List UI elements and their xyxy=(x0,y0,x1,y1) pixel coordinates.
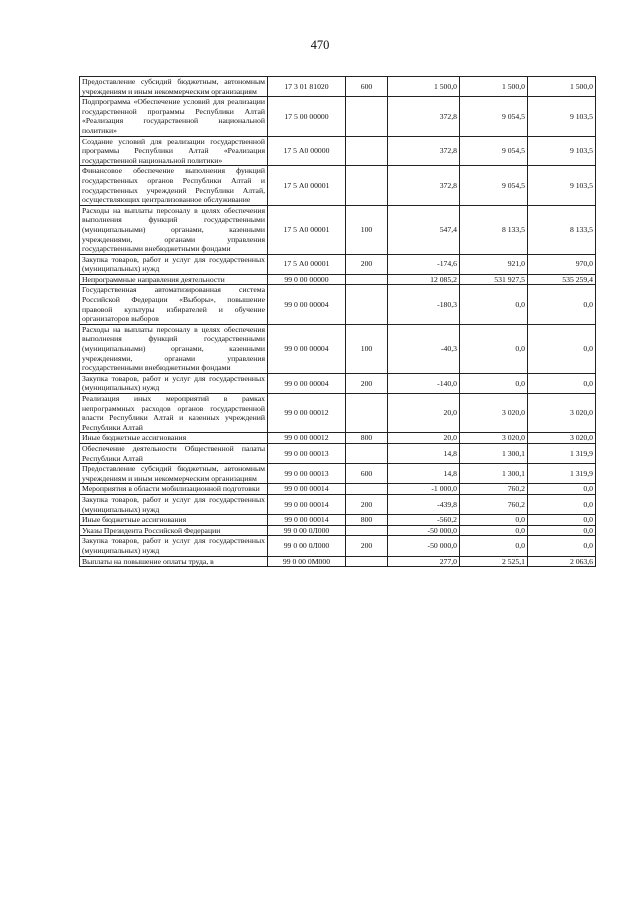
expense-type-cell xyxy=(346,556,388,567)
amount-cell-2: 1 300,1 xyxy=(460,464,528,484)
amount-cell-2: 1 500,0 xyxy=(460,77,528,97)
row-name-cell: Выплаты на повышение оплаты труда, в xyxy=(80,556,268,567)
expense-type-cell xyxy=(346,394,388,433)
expense-type-cell: 800 xyxy=(346,515,388,526)
amount-cell-1: -1 000,0 xyxy=(388,484,460,495)
expense-type-cell: 200 xyxy=(346,536,388,556)
row-name-cell: Расходы на выплаты персоналу в целях обеспечения выполнения функций государственными (муниципальными) органами, казенными учреждениями, органами управления государственными внебюджетными фондами xyxy=(80,324,268,373)
row-name-cell: Государственная автоматизированная система Российской Федерации «Выборы», повышение правовой культуры избирателей и обучение организаторов выборов xyxy=(80,285,268,324)
amount-cell-1: 20,0 xyxy=(388,433,460,444)
amount-cell-3: 0,0 xyxy=(528,494,596,514)
amount-cell-3: 3 020,0 xyxy=(528,433,596,444)
expense-type-cell xyxy=(346,484,388,495)
amount-cell-1: 277,0 xyxy=(388,556,460,567)
amount-cell-3: 0,0 xyxy=(528,285,596,324)
amount-cell-3: 535 259,4 xyxy=(528,274,596,285)
target-code-cell: 17 3 01 81020 xyxy=(268,77,346,97)
amount-cell-2: 0,0 xyxy=(460,536,528,556)
amount-cell-1: -140,0 xyxy=(388,373,460,393)
amount-cell-2: 9 054,5 xyxy=(460,166,528,205)
amount-cell-2: 760,2 xyxy=(460,494,528,514)
target-code-cell: 99 0 00 0Л000 xyxy=(268,525,346,536)
table-row xyxy=(80,556,596,567)
target-code-cell: 99 0 00 00004 xyxy=(268,373,346,393)
target-code-cell: 17 5 А0 00001 xyxy=(268,166,346,205)
expense-type-cell: 200 xyxy=(346,494,388,514)
row-name-cell: Закупка товаров, работ и услуг для государственных (муниципальных) нужд xyxy=(80,373,268,393)
amount-cell-2: 531 927,5 xyxy=(460,274,528,285)
target-code-cell: 99 0 00 00013 xyxy=(268,443,346,463)
budget-table-body xyxy=(80,77,596,567)
table-row xyxy=(80,433,596,444)
expense-type-cell xyxy=(346,136,388,166)
table-row xyxy=(80,464,596,484)
table-row xyxy=(80,515,596,526)
table-row xyxy=(80,484,596,495)
row-name-cell: Иные бюджетные ассигнования xyxy=(80,433,268,444)
expense-type-cell xyxy=(346,166,388,205)
expense-type-cell xyxy=(346,285,388,324)
amount-cell-3: 970,0 xyxy=(528,254,596,274)
amount-cell-1: -560,2 xyxy=(388,515,460,526)
target-code-cell: 99 0 00 00012 xyxy=(268,394,346,433)
table-row xyxy=(80,136,596,166)
row-name-cell: Обеспечение деятельности Общественной палаты Республики Алтай xyxy=(80,443,268,463)
table-row xyxy=(80,254,596,274)
amount-cell-2: 3 020,0 xyxy=(460,394,528,433)
table-row xyxy=(80,443,596,463)
amount-cell-3: 1 500,0 xyxy=(528,77,596,97)
row-name-cell: Предоставление субсидий бюджетным, автономным учреждениям и иным некоммерческим организациям xyxy=(80,464,268,484)
table-row xyxy=(80,285,596,324)
target-code-cell: 99 0 00 0Л000 xyxy=(268,536,346,556)
amount-cell-3: 9 103,5 xyxy=(528,136,596,166)
target-code-cell: 99 0 00 0М000 xyxy=(268,556,346,567)
amount-cell-3: 1 319,9 xyxy=(528,443,596,463)
expense-type-cell: 100 xyxy=(346,324,388,373)
expense-type-cell xyxy=(346,525,388,536)
amount-cell-2: 0,0 xyxy=(460,324,528,373)
table-row xyxy=(80,166,596,205)
table-row xyxy=(80,205,596,254)
amount-cell-1: 12 085,2 xyxy=(388,274,460,285)
target-code-cell: 99 0 00 00012 xyxy=(268,433,346,444)
table-row xyxy=(80,536,596,556)
expense-type-cell xyxy=(346,274,388,285)
target-code-cell: 99 0 00 00004 xyxy=(268,324,346,373)
row-name-cell: Предоставление субсидий бюджетным, автономным учреждениям и иным некоммерческим организациям xyxy=(80,77,268,97)
target-code-cell: 17 5 А0 00000 xyxy=(268,136,346,166)
row-name-cell: Иные бюджетные ассигнования xyxy=(80,515,268,526)
row-name-cell: Непрограммные направления деятельности xyxy=(80,274,268,285)
row-name-cell: Реализация иных мероприятий в рамках непрограммных расходов органов государственной власти Республики Алтай и казенных учреждений Республики Алтай xyxy=(80,394,268,433)
amount-cell-3: 9 103,5 xyxy=(528,166,596,205)
row-name-cell: Закупка товаров, работ и услуг для государственных (муниципальных) нужд xyxy=(80,536,268,556)
amount-cell-1: -180,3 xyxy=(388,285,460,324)
expense-type-cell: 600 xyxy=(346,464,388,484)
target-code-cell: 99 0 00 00014 xyxy=(268,484,346,495)
amount-cell-2: 2 525,1 xyxy=(460,556,528,567)
amount-cell-2: 9 054,5 xyxy=(460,97,528,136)
amount-cell-1: 547,4 xyxy=(388,205,460,254)
target-code-cell: 17 5 А0 00001 xyxy=(268,254,346,274)
row-name-cell: Финансовое обеспечение выполнения функций государственных органов Республики Алтай и государственных учреждений Республики Алтай, осуществляющих централизованное обслуживание xyxy=(80,166,268,205)
table-row xyxy=(80,274,596,285)
row-name-cell: Закупка товаров, работ и услуг для государственных (муниципальных) нужд xyxy=(80,494,268,514)
table-row xyxy=(80,525,596,536)
amount-cell-1: 20,0 xyxy=(388,394,460,433)
amount-cell-1: 372,8 xyxy=(388,136,460,166)
target-code-cell: 99 0 00 00014 xyxy=(268,515,346,526)
amount-cell-1: -50 000,0 xyxy=(388,536,460,556)
amount-cell-3: 0,0 xyxy=(528,484,596,495)
amount-cell-1: -439,8 xyxy=(388,494,460,514)
amount-cell-3: 0,0 xyxy=(528,515,596,526)
amount-cell-2: 1 300,1 xyxy=(460,443,528,463)
row-name-cell: Подпрограмма «Обеспечение условий для реализации государственной программы Республики Алтай «Реализация государственной национальной политики» xyxy=(80,97,268,136)
row-name-cell: Расходы на выплаты персоналу в целях обеспечения выполнения функций государственными (муниципальными) органами, казенными учреждениями, органами управления государственными внебюджетными фондами xyxy=(80,205,268,254)
amount-cell-2: 8 133,5 xyxy=(460,205,528,254)
amount-cell-1: -174,6 xyxy=(388,254,460,274)
expense-type-cell xyxy=(346,97,388,136)
target-code-cell: 99 0 00 00004 xyxy=(268,285,346,324)
amount-cell-3: 8 133,5 xyxy=(528,205,596,254)
expense-type-cell: 200 xyxy=(346,254,388,274)
target-code-cell: 17 5 А0 00001 xyxy=(268,205,346,254)
amount-cell-1: 372,8 xyxy=(388,166,460,205)
amount-cell-3: 9 103,5 xyxy=(528,97,596,136)
amount-cell-3: 0,0 xyxy=(528,373,596,393)
expense-type-cell: 200 xyxy=(346,373,388,393)
row-name-cell: Указы Президента Российской Федерации xyxy=(80,525,268,536)
row-name-cell: Мероприятия в области мобилизационной подготовки xyxy=(80,484,268,495)
amount-cell-2: 760,2 xyxy=(460,484,528,495)
expense-type-cell xyxy=(346,443,388,463)
table-row xyxy=(80,494,596,514)
page-number: 470 xyxy=(310,38,330,52)
table-row xyxy=(80,373,596,393)
amount-cell-2: 921,0 xyxy=(460,254,528,274)
amount-cell-2: 0,0 xyxy=(460,285,528,324)
amount-cell-3: 2 063,6 xyxy=(528,556,596,567)
amount-cell-1: 14,8 xyxy=(388,464,460,484)
target-code-cell: 99 0 00 00014 xyxy=(268,494,346,514)
table-row xyxy=(80,324,596,373)
table-row xyxy=(80,77,596,97)
amount-cell-2: 0,0 xyxy=(460,373,528,393)
row-name-cell: Создание условий для реализации государственной программы Республики Алтай «Реализация государственной национальной политики» xyxy=(80,136,268,166)
amount-cell-1: 372,8 xyxy=(388,97,460,136)
amount-cell-1: -50 000,0 xyxy=(388,525,460,536)
amount-cell-2: 9 054,5 xyxy=(460,136,528,166)
amount-cell-3: 3 020,0 xyxy=(528,394,596,433)
amount-cell-1: 14,8 xyxy=(388,443,460,463)
amount-cell-3: 0,0 xyxy=(528,525,596,536)
target-code-cell: 99 0 00 00000 xyxy=(268,274,346,285)
target-code-cell: 17 5 00 00000 xyxy=(268,97,346,136)
expense-type-cell: 100 xyxy=(346,205,388,254)
amount-cell-2: 0,0 xyxy=(460,525,528,536)
amount-cell-1: -40,3 xyxy=(388,324,460,373)
amount-cell-3: 0,0 xyxy=(528,324,596,373)
target-code-cell: 99 0 00 00013 xyxy=(268,464,346,484)
table-row xyxy=(80,394,596,433)
table-row xyxy=(80,97,596,136)
amount-cell-1: 1 500,0 xyxy=(388,77,460,97)
amount-cell-2: 3 020,0 xyxy=(460,433,528,444)
amount-cell-3: 1 319,9 xyxy=(528,464,596,484)
amount-cell-3: 0,0 xyxy=(528,536,596,556)
expense-type-cell: 800 xyxy=(346,433,388,444)
budget-table xyxy=(79,76,596,567)
expense-type-cell: 600 xyxy=(346,77,388,97)
amount-cell-2: 0,0 xyxy=(460,515,528,526)
row-name-cell: Закупка товаров, работ и услуг для государственных (муниципальных) нужд xyxy=(80,254,268,274)
